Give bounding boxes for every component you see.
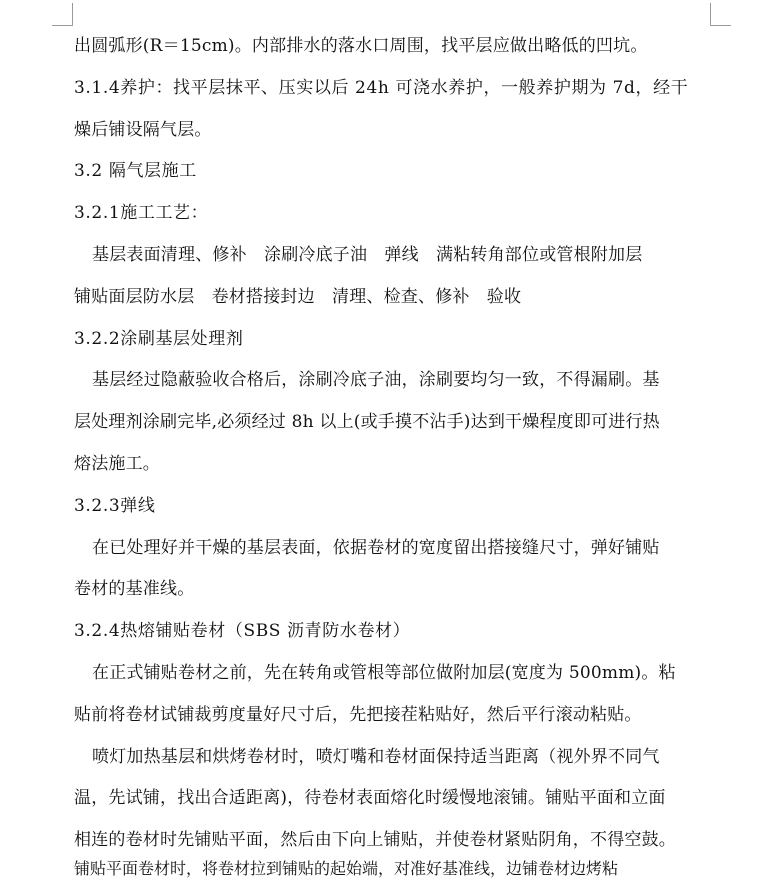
document-body bbox=[74, 26, 714, 862]
cut-off-line-container bbox=[74, 852, 714, 881]
text-line: 熔法施工。 bbox=[74, 453, 160, 474]
text-line: 基层表面清理、修补 涂刷冷底子油 弹线 满粘转角部位或管根附加层 bbox=[92, 244, 643, 265]
text-line: 卷材的基准线。 bbox=[74, 579, 195, 600]
section-heading-3-2-2: 3.2.2涂刷基层处理剂 bbox=[74, 328, 244, 349]
crop-mark-top-right bbox=[710, 3, 731, 26]
text-line-cut-off: 铺贴平面卷材时，将卷材拉到铺贴的起始端，对准好基准线，边铺卷材边烤粘 bbox=[74, 859, 619, 878]
text-line: 铺贴面层防水层 卷材搭接封边 清理、检查、修补 验收 bbox=[74, 286, 522, 307]
section-heading-3-2: 3.2 隔气层施工 bbox=[74, 161, 197, 182]
text-line: 贴前将卷材试铺裁剪度量好尺寸后，先把接茬粘贴好，然后平行滚动粘贴。 bbox=[74, 704, 642, 725]
crop-mark-top-left bbox=[52, 3, 73, 26]
text-line: 相连的卷材时先铺贴平面，然后由下向上铺贴，并使卷材紧贴阴角，不得空鼓。 bbox=[74, 830, 676, 851]
text-line: 燥后铺设隔气层。 bbox=[74, 119, 212, 140]
section-heading-3-2-3: 3.2.3弹线 bbox=[74, 495, 156, 516]
section-heading-3-1-4: 3.1.4养护：找平层抹平、压实以后 24h 可浇水养护，一般养护期为 7d，经干 bbox=[74, 77, 689, 98]
text-line: 温，先试铺，找出合适距离)，待卷材表面熔化时缓慢地滚铺。铺贴平面和立面 bbox=[74, 788, 666, 809]
text-line: 喷灯加热基层和烘烤卷材时，喷灯嘴和卷材面保持适当距离（视外界不同气 bbox=[92, 746, 660, 767]
text-line: 层处理剂涂刷完毕,必须经过 8h 以上(或手摸不沾手)达到干燥程度即可进行热 bbox=[74, 412, 660, 433]
text-line: 出圆弧形(R＝15cm)。内部排水的落水口周围，找平层应做出略低的凹坑。 bbox=[74, 36, 648, 56]
text-line: 基层经过隐蔽验收合格后，涂刷冷底子油，涂刷要均匀一致，不得漏刷。基 bbox=[92, 370, 660, 391]
section-heading-3-2-1: 3.2.1施工工艺： bbox=[74, 203, 209, 224]
text-line: 在已处理好并干燥的基层表面，依据卷材的宽度留出搭接缝尺寸，弹好铺贴 bbox=[92, 537, 660, 558]
text-line: 在正式铺贴卷材之前，先在转角或管根等部位做附加层(宽度为 500mm)。粘 bbox=[92, 662, 676, 683]
section-heading-3-2-4: 3.2.4热熔铺贴卷材（SBS 沥青防水卷材） bbox=[74, 621, 411, 642]
